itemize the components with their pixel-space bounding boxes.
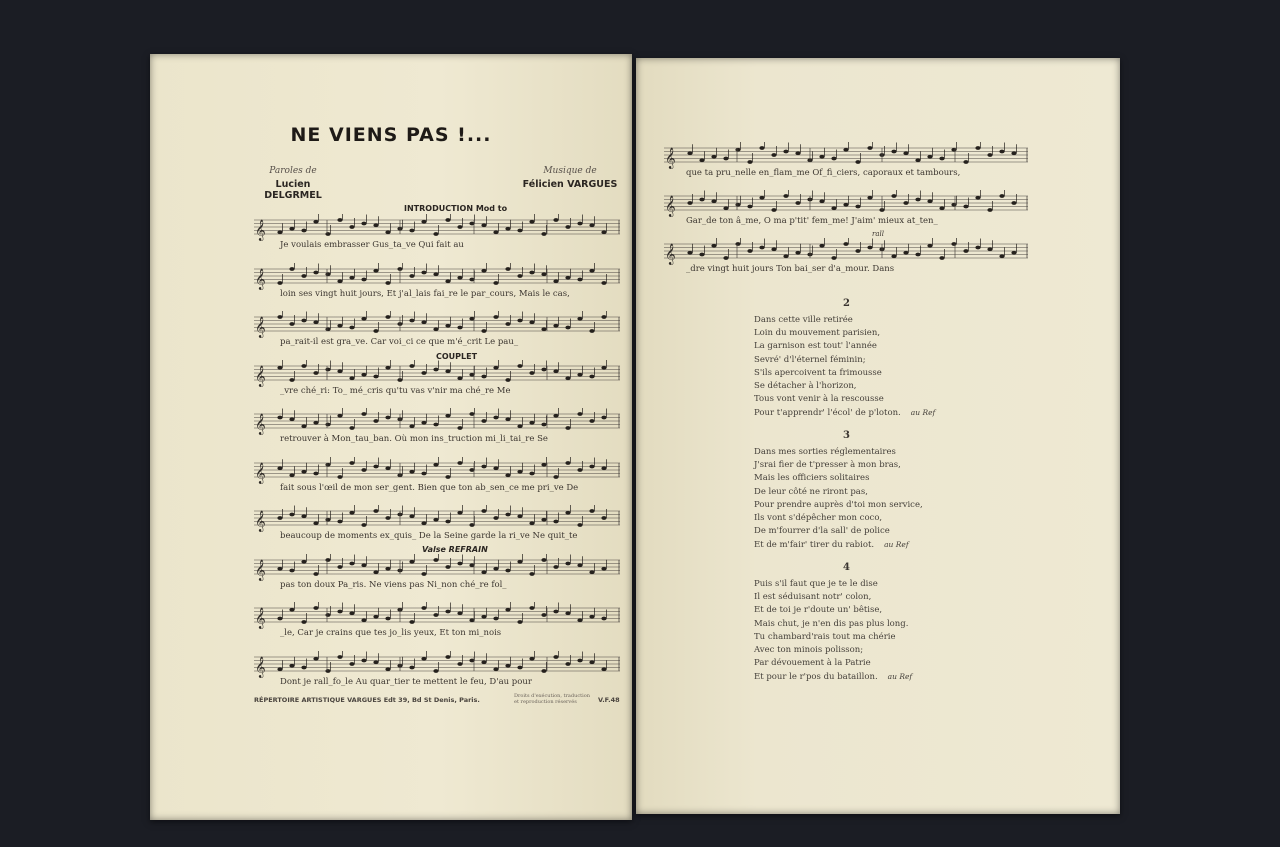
- lyricist-label: Paroles de: [269, 166, 317, 176]
- verse-line-text: S'ils apercoivent ta frimousse: [754, 367, 882, 378]
- lyric-line: loin ses vingt huit jours, Et j'al_lais fai_re le par_cours, Mais le cas,: [280, 288, 570, 299]
- lyricist-name: Lucien DELGRMEL: [264, 179, 322, 201]
- verse-line: [754, 472, 1074, 485]
- composer-credit: [520, 166, 620, 190]
- verse-line-text: Sevré' d'l'éternel féminin;: [754, 354, 866, 365]
- staff-system: [664, 238, 1028, 286]
- verse-line-text: Tous vont venir à la rescousse: [754, 394, 884, 405]
- verse-line: [754, 525, 1074, 538]
- verse-line: [754, 604, 1074, 617]
- staff-system: [254, 360, 620, 409]
- staff-system: [254, 311, 620, 360]
- verse-line-text: Loin du mouvement parisien,: [754, 328, 881, 339]
- staff-system: [664, 142, 1028, 190]
- catalog-code: V.F.48: [598, 696, 620, 704]
- svg-text:𝄞: 𝄞: [255, 317, 266, 338]
- refrain-mark: au Ref: [887, 672, 913, 682]
- composer-name: Félicien VARGUES: [522, 179, 618, 190]
- verse-3: [754, 430, 1074, 553]
- staff-system: [254, 457, 620, 506]
- verse-line-text: Dans mes sorties réglementaires: [754, 447, 896, 457]
- verse-line-text: Se détacher à l'horizon,: [754, 381, 857, 392]
- staff-system: [254, 263, 620, 312]
- verse-line-text: Puis s'il faut que je te le dise: [754, 579, 878, 589]
- lyric-line: fait sous l'œil de mon ser_gent. Bien que ton ab_sen_ce me pri_ve De: [280, 482, 579, 493]
- lyric-line: _dre vingt huit jours Ton bai_ser d'a_mour. Dans: [686, 264, 895, 274]
- verse-line: [754, 512, 1074, 525]
- verse-line: [754, 393, 1074, 406]
- verse-line: [754, 657, 1074, 670]
- svg-text:𝄞: 𝄞: [255, 220, 266, 241]
- lyric-line: Gar_de ton â_me, O ma p'tit' fem_me! J'aim' mieux at_ten_: [686, 216, 938, 226]
- verse-line-text: Dans cette ville retirée: [754, 315, 853, 325]
- staff-system: [254, 214, 620, 263]
- svg-text:𝄞: 𝄞: [255, 268, 266, 290]
- staff-system: [254, 602, 620, 651]
- verse-line-text: Il est séduisant notr' colon,: [754, 592, 872, 603]
- verse-line-text: Et de m'fair' tirer du rabiot.: [754, 540, 875, 551]
- verse-line: [754, 446, 1074, 459]
- verse-number: 2: [843, 298, 850, 309]
- lyric-line: que ta pru_nelle en_flam_me Of_fi_ciers, caporaux et tambours,: [686, 168, 961, 178]
- verse-line-text: Tu chambard'rais tout ma chérie: [754, 631, 896, 642]
- verse-line: [754, 538, 1074, 552]
- verse-line-text: Par dévouement à la Patrie: [754, 658, 871, 669]
- section-refrain: Valse REFRAIN: [422, 545, 488, 554]
- refrain-mark: au Ref: [884, 540, 909, 550]
- verse-line: [754, 591, 1074, 604]
- lyric-line: beaucoup de moments ex_quis_ De la Seine garde la ri_ve Ne quit_te: [280, 531, 578, 541]
- verse-line-text: Et pour le r'pos du bataillon.: [754, 672, 878, 683]
- verse-line: [754, 578, 1074, 591]
- verse-line: [754, 670, 1074, 684]
- verse-line: [754, 618, 1074, 631]
- lyric-line: pa_rait-il est gra_ve. Car voi_ci ce que m'é_crit Le pau_: [280, 337, 519, 347]
- rights-notice: Droits d'exécution, traduction et reproduction réservés: [514, 693, 590, 705]
- lyric-line: Je voulais embrasser Gus_ta_ve Qui fait au: [280, 240, 464, 250]
- svg-text:𝄞: 𝄞: [665, 148, 676, 169]
- lyric-line: Dont je rall_fo_le Au quar_tier te mettent le feu, D'au pour: [280, 676, 532, 687]
- svg-text:𝄞: 𝄞: [255, 462, 266, 484]
- verse-line: [754, 380, 1074, 393]
- verse-line: [754, 486, 1074, 499]
- staff-system: [664, 190, 1028, 238]
- verse-line: [754, 406, 1074, 420]
- verse-line-text: Mais les officiers solitaires: [754, 473, 870, 484]
- verse-line-text: Avec ton minois polisson;: [754, 645, 864, 656]
- svg-text:𝄞: 𝄞: [255, 511, 266, 532]
- verse-line: [754, 354, 1074, 367]
- verse-line: [754, 314, 1074, 327]
- verse-line: [754, 367, 1074, 380]
- verse-line: [754, 340, 1074, 353]
- verse-line-text: De m'fourrer d'la sall' de police: [754, 526, 890, 537]
- verse-line: [754, 499, 1074, 512]
- lyric-line: pas ton doux Pa_ris. Ne viens pas Ni_non ché_re fol_: [280, 579, 507, 590]
- svg-text:𝄞: 𝄞: [665, 196, 676, 217]
- verse-line: [754, 459, 1074, 472]
- svg-text:𝄞: 𝄞: [255, 559, 266, 581]
- verse-line: [754, 631, 1074, 644]
- staff-system: [254, 651, 620, 700]
- lyric-line: _vre ché_ri: To_ mé_cris qu'tu vas v'nir ma ché_re Me: [280, 385, 511, 396]
- verse-line-text: Mais chut, je n'en dis pas plus long.: [754, 618, 909, 629]
- staff-system: [254, 408, 620, 457]
- verse-line: [754, 644, 1074, 657]
- verse-4: [754, 562, 1074, 685]
- publisher-footer: RÉPERTOIRE ARTISTIQUE VARGUES Edt 39, Bd St Denis, Paris.: [254, 696, 480, 704]
- verse-line-text: Pour t'apprendr' l'écol' de p'loton.: [754, 408, 901, 419]
- verse-line: [754, 327, 1074, 340]
- verse-line-text: Et de toi je r'doute un' bêtise,: [754, 605, 883, 616]
- right-page: [636, 58, 1120, 814]
- lyric-line: _le, Car je crains que tes jo_lis yeux, Et ton mi_nois: [280, 628, 502, 638]
- rall-mark: rall: [872, 230, 884, 238]
- staff-system: [254, 505, 620, 554]
- lyricist-credit: [248, 166, 338, 201]
- verse-line-text: La garnison est tout' l'année: [754, 341, 877, 352]
- composer-label: Musique de: [543, 166, 597, 176]
- section-intro: INTRODUCTION Mod to: [404, 204, 508, 213]
- staff-system: [254, 554, 620, 603]
- verse-2: [754, 298, 1074, 421]
- verse-number: 4: [843, 562, 850, 573]
- verse-line-text: Ils vont s'dépêcher mon coco,: [754, 513, 883, 524]
- svg-text:𝄞: 𝄞: [665, 244, 676, 265]
- svg-text:𝄞: 𝄞: [255, 365, 266, 387]
- section-couplet: COUPLET: [436, 352, 478, 361]
- song-title: NE VIENS PAS !...: [290, 124, 492, 146]
- svg-text:𝄞: 𝄞: [255, 656, 266, 678]
- verse-line-text: De leur côté ne riront pas,: [754, 486, 868, 497]
- svg-text:𝄞: 𝄞: [255, 608, 266, 629]
- verse-line-text: J'srai fier de t'presser à mon bras,: [754, 460, 901, 471]
- svg-text:𝄞: 𝄞: [255, 414, 266, 435]
- lyric-line: retrouver à Mon_tau_ban. Où mon ins_truction mi_li_tai_re Se: [280, 434, 548, 444]
- left-page: [150, 54, 632, 820]
- refrain-mark: au Ref: [910, 408, 936, 418]
- verse-number: 3: [843, 430, 850, 441]
- verse-line-text: Pour prendre auprès d'toi mon service,: [754, 499, 923, 510]
